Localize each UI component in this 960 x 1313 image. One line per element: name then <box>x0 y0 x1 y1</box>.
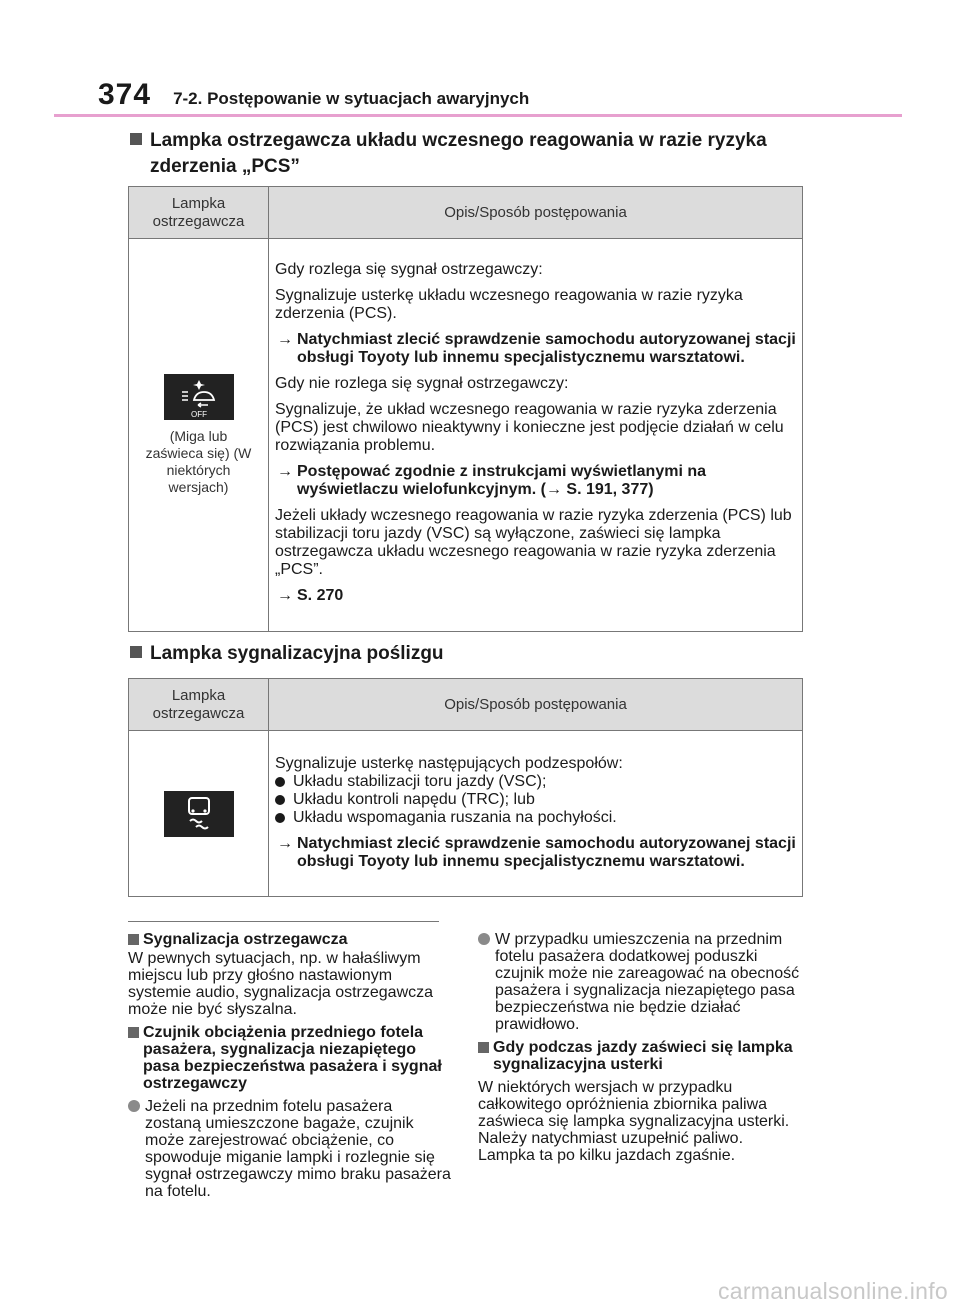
list-item: Układu stabilizacji toru jazdy (VSC); <box>275 773 798 791</box>
slip-indicator-icon <box>164 791 234 837</box>
bullet-icon <box>478 933 490 945</box>
pcs-off-icon <box>164 374 234 420</box>
arrow-icon: → <box>277 834 293 852</box>
square-bullet-icon <box>130 133 142 145</box>
instruction-line: → Postępować zgodnie z instrukcjami wyświetlanymi na wyświetlaczu wielofunkcyjnym. (→ S. 191, 377) <box>277 463 706 498</box>
instruction-line: → Natychmiast zlecić sprawdzenie samochodu autoryzowanej stacji obsługi Toyoty lub innemu specjalistycznemu warsztatowi. <box>277 834 796 870</box>
lamp-cell <box>129 731 269 897</box>
bullet-icon <box>275 813 285 823</box>
description-text: Sygnalizuje, że układ wczesnego reagowania w razie ryzyka zderzenia (PCS) jest chwilowo nieaktywny i konieczne jest podjęcie działań w celu rozwiązania problemu. <box>275 401 784 454</box>
instruction-line: → Natychmiast zlecić sprawdzenie samochodu autoryzowanej stacji obsługi Toyoty lub innemu specjalistycznemu warsztatowi. <box>277 331 796 366</box>
description-text: Jeżeli układy wczesnego reagowania w razie ryzyka zderzenia (PCS) lub stabilizacji toru jazdy (VSC) są wyłączone, zaświeci się lampka ostrzegawcza układu wczesnego reagowania w razie ryzyka zderzenia „PCS”. <box>275 507 792 578</box>
note-heading: Sygnalizacja ostrzegawcza <box>128 931 452 948</box>
note-text: W pewnych sytuacjach, np. w hałaśliwym miejscu lub przy głośno nastawionym systemie audio, sygnalizacja ostrzegawcza może nie być słyszalna. <box>128 950 434 1018</box>
description-text: Gdy rozlega się sygnał ostrzegawczy: <box>275 261 543 278</box>
square-bullet-icon <box>130 646 142 658</box>
square-bullet-icon <box>478 1042 489 1053</box>
pcs-table <box>128 186 803 632</box>
list-item: Układu kontroli napędu (TRC); lub <box>275 791 798 809</box>
lamp-note: (Miga lub zaświeca się) (W niektórych wersjach) <box>145 428 252 495</box>
note-heading: Czujnik obciążenia przedniego fotela pasażera, sygnalizacja niezapiętego pasa bezpieczeństwa pasażera i sygnał ostrzegawczy <box>128 1024 452 1092</box>
note-item: W przypadku umieszczenia na przednim fotelu pasażera dodatkowej poduszki czujnik może nie zareagować na obecność pasażera i sygnalizacja niezapiętego pasa bezpieczeństwa nie będzie działać prawidłowo. <box>478 931 804 1033</box>
description-text: Sygnalizuje usterkę następujących podzespołów: <box>275 754 623 772</box>
pcs-heading: Lampka ostrzegawcza układu wczesnego reagowania w razie ryzyka zderzenia „PCS” <box>130 128 767 180</box>
bullet-icon <box>275 795 285 805</box>
bullet-icon <box>128 1100 140 1112</box>
square-bullet-icon <box>128 934 139 945</box>
note-item: Jeżeli na przednim fotelu pasażera zostaną umieszczone bagaże, czujnik może zarejestrować obciążenie, co spowoduje miganie lampki i rozlegnie się sygnał ostrzegawczy mimo braku pasażera na fotelu. <box>128 1098 452 1200</box>
col-header-lamp: Lampka ostrzegawcza <box>129 679 269 731</box>
slip-heading: Lampka sygnalizacyjna poślizgu <box>130 641 444 667</box>
watermark: carmanualsonline.info <box>717 1278 948 1304</box>
page-number: 374 <box>98 78 152 111</box>
arrow-icon: → <box>277 587 293 604</box>
page-reference: → S. 270 <box>277 587 344 604</box>
col-header-description: Opis/Sposób postępowania <box>269 679 803 731</box>
section-title: 7-2. Postępowanie w sytuacjach awaryjnych <box>173 89 530 108</box>
notes-left-column <box>128 931 452 1200</box>
description-text: Sygnalizuje usterkę układu wczesnego reagowania w razie ryzyka zderzenia (PCS). <box>275 287 743 322</box>
bullet-icon <box>275 777 285 787</box>
notes-divider <box>128 921 439 922</box>
description-text: Gdy nie rozlega się sygnał ostrzegawczy: <box>275 375 569 392</box>
description-cell <box>269 239 803 632</box>
list-item: Układu wspomagania ruszania na pochyłości. <box>275 809 798 827</box>
arrow-icon: → <box>277 463 293 480</box>
page-header <box>98 78 529 112</box>
note-text: W niektórych wersjach w przypadku całkowitego opróżnienia zbiornika paliwa zaświeca się lampka sygnalizacyjna usterki. Należy natychmiast uzupełnić paliwo. Lampka ta po kilku jazdach zgaśnie. <box>478 1079 790 1164</box>
col-header-lamp: Lampka ostrzegawcza <box>129 187 269 239</box>
square-bullet-icon <box>128 1027 139 1038</box>
lamp-cell <box>129 239 269 632</box>
slip-table <box>128 678 803 897</box>
arrow-icon: → <box>277 331 293 348</box>
header-divider <box>54 114 902 117</box>
notes-right-column <box>478 931 804 1164</box>
svg-text:OFF: OFF <box>190 410 207 419</box>
col-header-description: Opis/Sposób postępowania <box>269 187 803 239</box>
note-heading: Gdy podczas jazdy zaświeci się lampka sygnalizacyjna usterki <box>478 1039 804 1073</box>
description-cell <box>269 731 803 897</box>
